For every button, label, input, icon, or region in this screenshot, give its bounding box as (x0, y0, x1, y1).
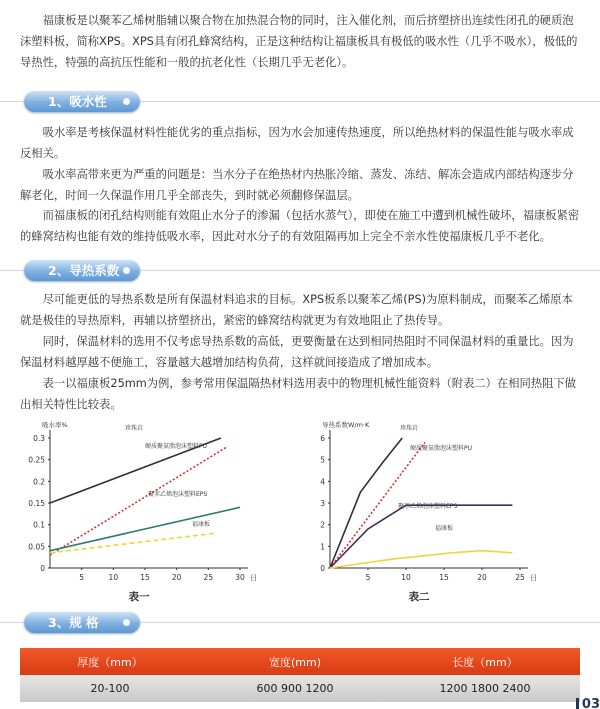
section-title-specs (24, 612, 140, 633)
x-tick-label: 25 (203, 573, 214, 582)
section2-paragraph-1: 尽可能更低的导热系数是所有保温材料追求的目标。XPS板系以聚苯乙烯(PS)为原料制成，而聚苯乙烯原本就是极佳的导热原料，再辅以挤塑挤出，紧密的蜂窝结构就更为有效地阻止了热传导。 (20, 293, 573, 327)
table-header-row (20, 648, 580, 675)
x-tick-label: 25 (515, 573, 525, 582)
x-tick-label: 15 (140, 573, 150, 582)
x-axis-label: 日 (530, 574, 537, 582)
table-cell: 1200 1800 2400 (439, 682, 531, 695)
series-line (330, 551, 512, 568)
x-tick-label: 20 (171, 573, 182, 582)
bullet-icon (123, 619, 130, 626)
section2-paragraph-2: 同时，保温材料的选用不仅考虑导热系数的高低，更要衡量在达到相同热阻时不同保温材料的重量比。因为保温材料越厚越不便施工，容量越大越增加结构负荷，这样就间接造成了增加成本。 (20, 335, 574, 369)
x-tick-label: 30 (235, 573, 245, 582)
x-tick-label: 5 (365, 573, 371, 582)
specs-table (20, 648, 580, 702)
chart-caption: 表一 (128, 591, 150, 603)
y-tick-label: 0.2 (33, 477, 45, 487)
section2-title: 2、导热系数 (48, 263, 120, 278)
y-tick-label: 0 (40, 564, 45, 573)
y-tick-label: 5 (320, 455, 325, 465)
series-label: 珍珠岩 (125, 425, 144, 432)
section3-title: 3、规 格 (48, 615, 99, 630)
chart-water-absorption (20, 418, 270, 603)
table-header-cell: 长度（mm） (452, 655, 518, 669)
section1-paragraph-2: 吸水率高带来更为严重的问题是：当水分子在绝热材内热胀冷缩、蒸发、冻结、解冻会造成内部结构逐步分解老化，时间一久保温作用几乎全部丧失，到时就必须翻修保温层。 (20, 168, 574, 202)
section2-paragraph-3: 表一以福康板25mm为例，参考常用保温隔热材料选用表中的物理机械性能资料（附表二）在相同热阻下做出相关特性比较表。 (20, 377, 577, 411)
series-label: 聚苯乙烯泡沫塑料EPS (148, 491, 208, 498)
y-axis-label: 导热系数W/m·K (322, 421, 370, 429)
y-tick-label: 1 (320, 542, 325, 552)
y-tick-label: 0.15 (28, 499, 45, 508)
y-tick-label: 0.1 (33, 520, 45, 530)
section1-paragraph-1: 吸水率是考核保温材料性能优劣的重点指标，因为水会加速传热速度，所以绝热材料的保温性能与吸水率成反相关。 (20, 126, 574, 160)
page-number-bar-icon (576, 698, 579, 709)
y-tick-label: 0.25 (28, 455, 45, 465)
series-label: 硬质聚氨脂泡沫塑料PU (410, 445, 473, 452)
table-row (20, 675, 580, 702)
series-label: 珍珠岩 (400, 425, 419, 432)
table-cell: 20-100 (90, 682, 130, 695)
table-header-cell: 宽度(mm) (268, 655, 321, 669)
series-label: 聚苯乙烯泡沫塑料EPS (398, 503, 458, 510)
x-tick-label: 10 (401, 573, 411, 582)
y-tick-label: 2 (320, 520, 325, 530)
chart-caption: 表二 (408, 591, 430, 603)
x-tick-label: 20 (477, 573, 487, 582)
y-tick-label: 3 (320, 499, 325, 508)
bullet-icon (123, 98, 130, 105)
page-number-text: 03 (581, 697, 600, 709)
series-line (50, 533, 215, 553)
y-axis-label: 吸水率% (42, 421, 68, 429)
y-tick-label: 0.05 (28, 542, 45, 552)
y-tick-label: 0.3 (33, 434, 45, 443)
x-tick-label: 15 (439, 573, 449, 582)
series-line (50, 507, 240, 550)
intro-paragraph: 福康板是以聚苯乙烯树脂辅以聚合物在加热混合物的同时，注入催化剂，而后挤塑挤出连续性闭孔的硬质泡沫塑料板，简称XPS。XPS具有闭孔蜂窝结构，正是这种结构让福康板具有极低的吸水性（几乎不吸水），极低的导热性，特强的高抗压性能和一般的抗老化性（长期几乎无老化）。 (20, 14, 578, 69)
y-tick-label: 6 (320, 434, 325, 443)
section1-title: 1、吸水性 (48, 94, 107, 109)
y-tick-label: 4 (320, 477, 325, 487)
table-cell: 600 900 1200 (256, 682, 334, 695)
x-tick-label: 10 (108, 573, 119, 582)
table-header-cell: 厚度（mm） (77, 655, 143, 669)
section-title-water-absorption (24, 91, 140, 112)
x-axis-label: 日 (250, 574, 257, 582)
chart-thermal-conductivity (300, 418, 550, 603)
x-tick-label: 5 (79, 573, 85, 582)
bullet-icon (123, 267, 130, 274)
series-line (50, 447, 227, 555)
series-line (330, 505, 512, 568)
series-line (330, 438, 402, 568)
page-number (576, 697, 600, 709)
series-label: 福康板 (192, 521, 211, 528)
series-label: 福康板 (435, 525, 454, 532)
series-label: 硬质聚氨脂泡沫塑料PU (145, 443, 208, 450)
y-tick-label: 0 (320, 564, 325, 573)
section1-paragraph-3: 而福康板的闭孔结构则能有效阻止水分子的渗漏（包括水蒸气），即使在施工中遭到机械性破坏，福康板紧密的蜂窝结构也能有效的维持低吸水率，因此对水分子的有效阻隔再加上完全不亲水性使福康板几乎不老化。 (20, 209, 580, 243)
section-title-thermal-conductivity (24, 260, 140, 281)
